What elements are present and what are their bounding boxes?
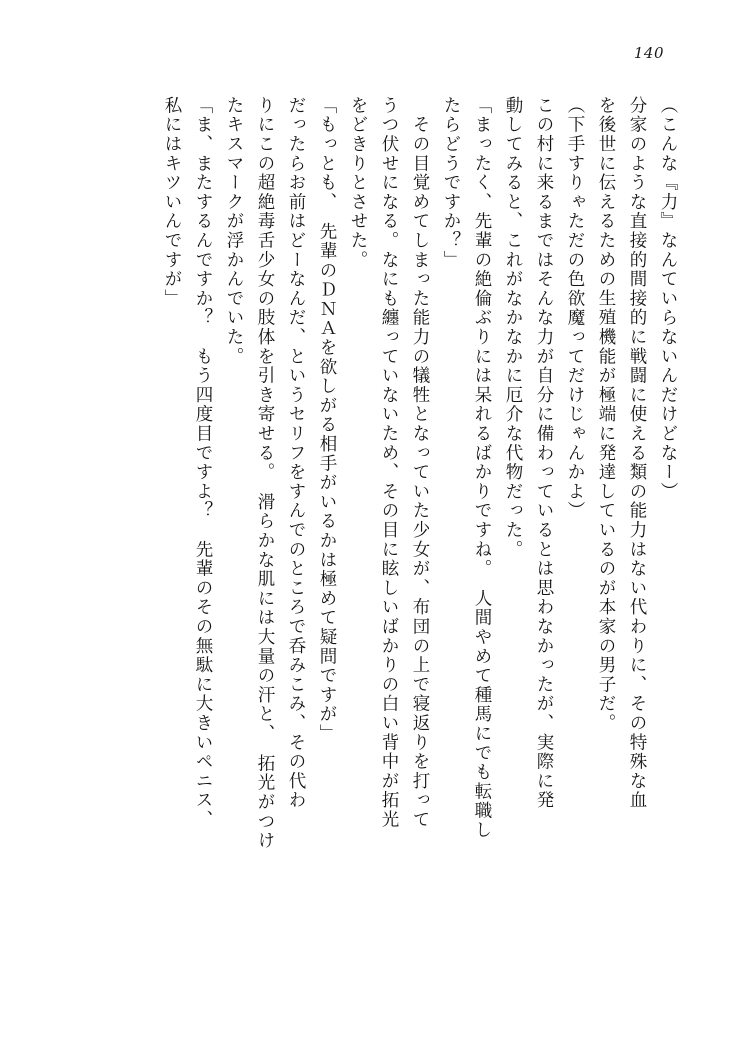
text-line: （こんな『力』なんていらないんだけどなー）: [658, 96, 678, 502]
text-line: うつ伏せになる。なにも纏っていないため、その目に眩しいばかりの白い背中が拓光: [379, 96, 399, 830]
text-line: たキスマークが浮かんでいた。: [224, 96, 244, 367]
text-line: その目覚めてしまった能力の犠牲となっていた少女が、布団の上で寝返りを打って: [410, 96, 430, 830]
text-line: たらどうですか？」: [441, 96, 461, 270]
text-line: （下手すりゃただの色欲魔ってだけじゃんかよ）: [565, 96, 585, 521]
text-line: 分家のような直接的間接的に戦闘に使える類の能力はない代わりに、その特殊な血: [627, 96, 647, 811]
text-line: 私にはキツいんですが」: [162, 96, 182, 309]
text-line: この村に来るまではそんな力が自分に備わっているとは思わなかったが、実際に発: [534, 96, 554, 811]
text-line: をどきりとさせた。: [348, 96, 368, 270]
text-line: だったらお前はどーなんだ、というセリフをすんでのところで呑みこみ、その代わ: [286, 96, 306, 811]
text-line: 「ま、またするんですか？ もう四度目ですよ？ 先輩のその無駄に大きいペニス、: [193, 96, 213, 830]
text-line: 「まったく、先輩の絶倫ぶりには呆れるばかりですね。 人間やめて種馬にでも転職し: [472, 96, 492, 840]
vertical-body-text: [48, 96, 676, 998]
page-number: 140: [633, 44, 664, 62]
text-line: を後世に伝えるための生殖機能が極端に発達しているのが本家の男子だ。: [596, 96, 616, 733]
text-line: 「もっとも、 先輩のＤＮＡを欲しがる相手がいるかは極めて疑問ですが」: [317, 96, 337, 744]
text-line: りにこの超絶毒舌少女の肢体を引き寄せる。 滑らかな肌には大量の汗と、 拓光がつけ: [255, 96, 275, 851]
text-line: 動してみると、これがなかなかに厄介な代物だった。: [503, 96, 523, 560]
